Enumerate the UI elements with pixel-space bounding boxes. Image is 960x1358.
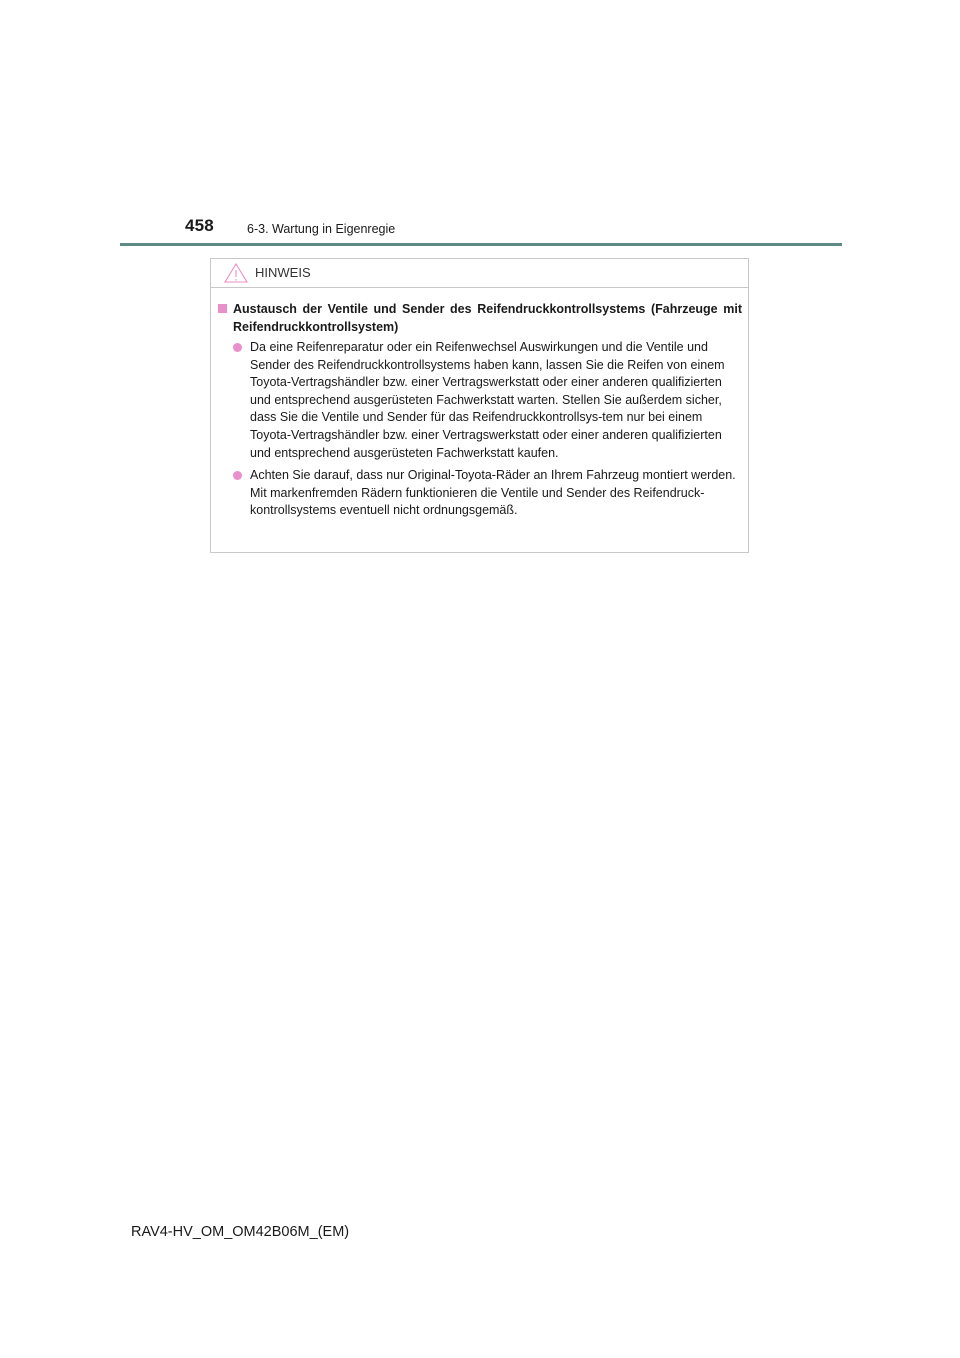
list-item-paragraph: Achten Sie darauf, dass nur Original-Toyota-Räder an Ihrem Fahrzeug montiert werden. (250, 468, 736, 483)
list-item (233, 339, 742, 462)
list-item (233, 467, 742, 520)
list-item-paragraph: Da eine Reifenreparatur oder ein Reifenwechsel Auswirkungen und die Ventile und Sender des Reifendruckkontrollsystems haben kann, lassen Sie die Reifen von einem Toyota-Vertragshändler bzw. einer Vertragswerkstatt oder einer anderen qualifizierten und entsprechend ausgerüsteten Fachwerkstatt warten. Stellen Sie außerdem sicher, dass Sie die Ventile und Sender für das Reifendruckkontrollsys-tem nur bei einem Toyota-Vertragshändler bzw. einer Vertragswerkstatt oder einer anderen qualifizierten und entsprechend ausgerüsteten Fachwerkstatt kaufen. (250, 340, 725, 460)
list-item-text (250, 339, 742, 462)
square-bullet-icon (218, 304, 227, 313)
header-rule (120, 243, 842, 246)
circle-bullet-icon (233, 343, 242, 352)
section-title: 6-3. Wartung in Eigenregie (247, 222, 396, 236)
warning-triangle-icon (224, 263, 248, 283)
notice-body (211, 288, 748, 520)
footer-code: RAV4-HV_OM_OM42B06M_(EM) (131, 1224, 350, 1240)
page-number: 458 (185, 216, 214, 235)
circle-bullet-icon (233, 471, 242, 480)
notice-box (210, 258, 749, 553)
topic-text: Austausch der Ventile und Sender des Reifendruckkontrollsystems (Fahrzeuge mit Reifendruckkontrollsystem) (233, 302, 742, 334)
notice-title: HINWEIS (255, 265, 311, 280)
list-item-text (250, 467, 742, 520)
notice-topic (218, 300, 742, 336)
list-item-paragraph: Mit markenfremden Rädern funktionieren die Ventile und Sender des Reifendruck-kontrollsystems eventuell nicht ordnungsgemäß. (250, 485, 705, 518)
notice-header (211, 259, 748, 288)
